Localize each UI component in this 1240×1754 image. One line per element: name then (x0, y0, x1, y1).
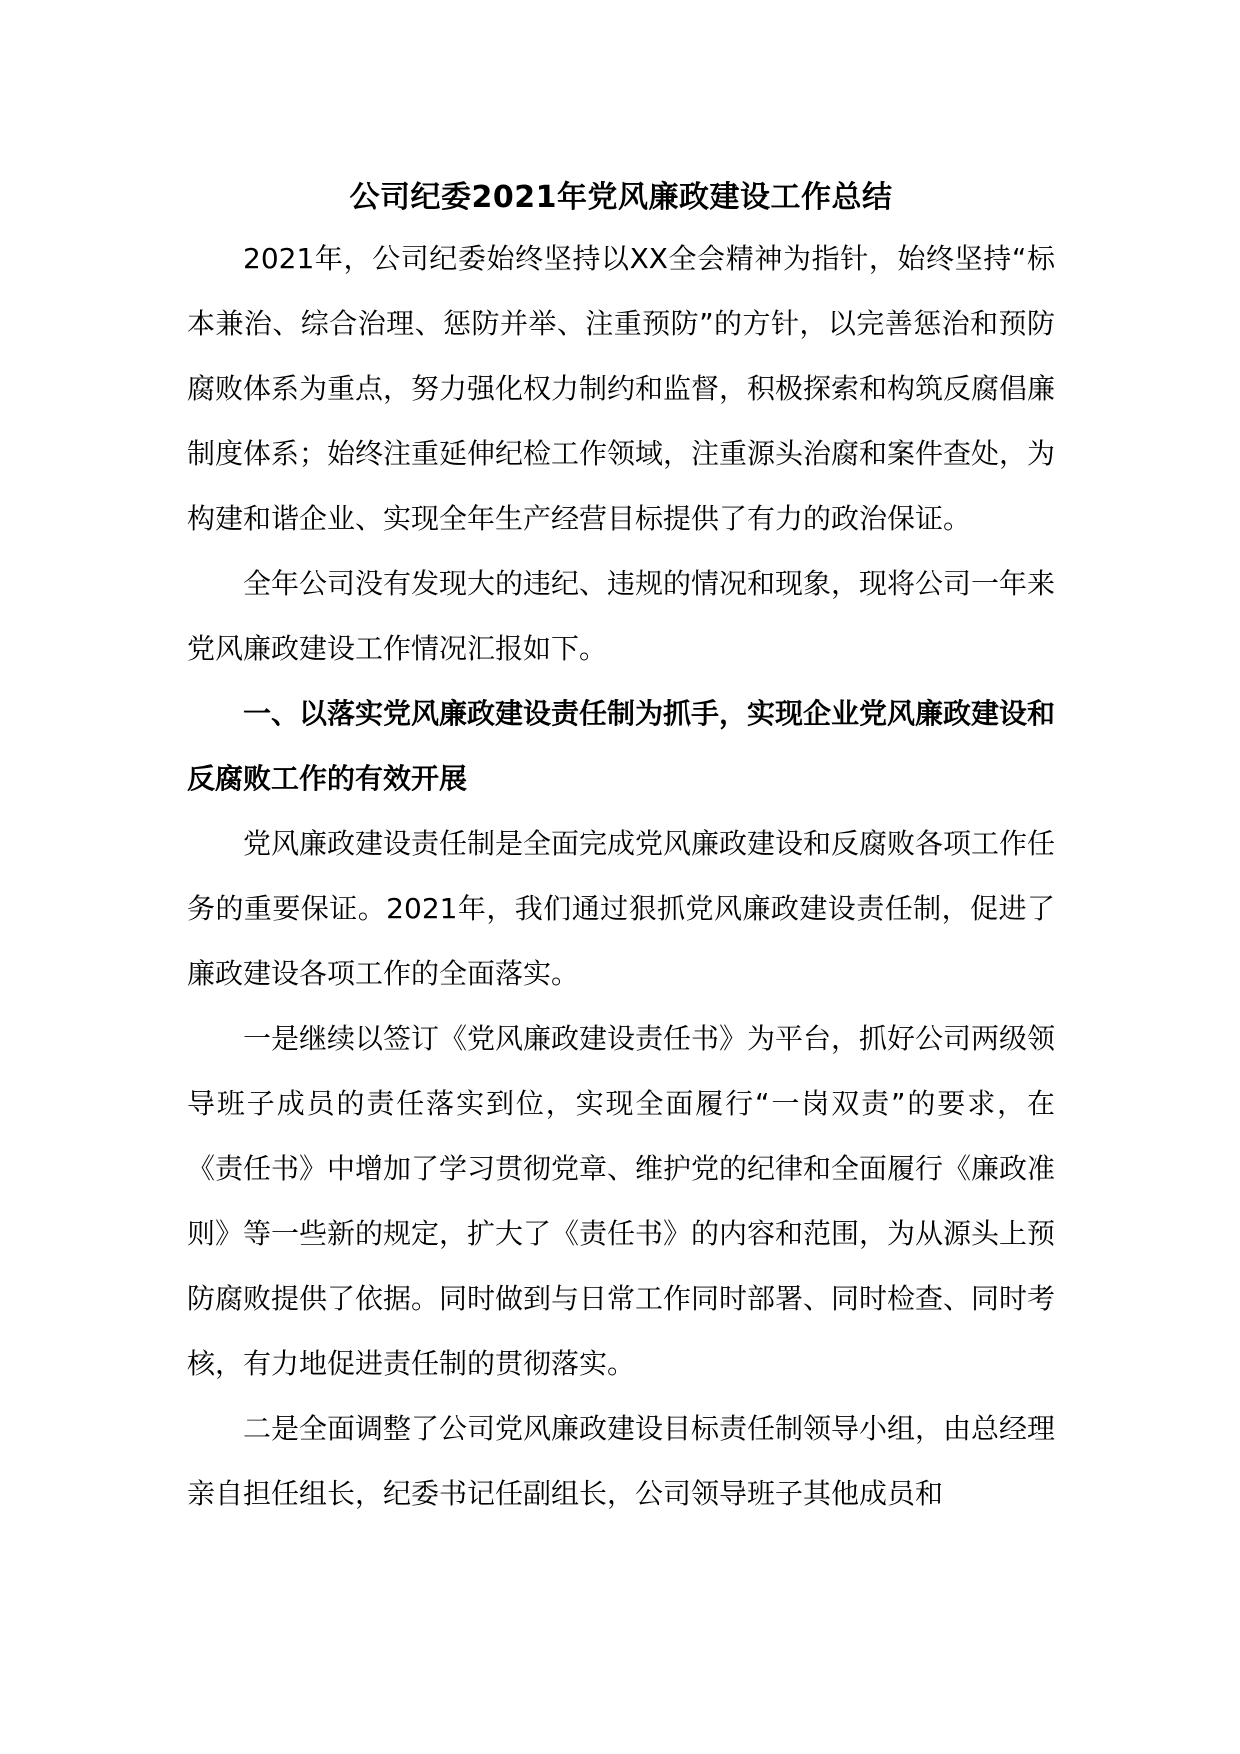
section-1-heading: 一、以落实党风廉政建设责任制为抓手，实现企业党风廉政建设和反腐败工作的有效开展 (187, 697, 1056, 795)
section-1-paragraph-3: 二是全面调整了公司党风廉政建设目标责任制领导小组，由总经理亲自担任组长，纪委书记任副组长，公司领导班子其他成员和 (187, 1412, 1056, 1510)
intro-paragraph: 2021年，公司纪委始终坚持以XX全会精神为指针，始终坚持“标本兼治、综合治理、惩防并举、注重预防”的方针，以完善惩治和预防腐败体系为重点，努力强化权力制约和监督，积极探索和构筑反腐倡廉制度体系；始终注重延伸纪检工作领域，注重源头治腐和案件查处，为构建和谐企业、实现全年生产经营目标提供了有力的政治保证。 (187, 242, 1056, 535)
section-1-paragraph-1: 党风廉政建设责任制是全面完成党风廉政建设和反腐败各项工作任务的重要保证。2021年，我们通过狠抓党风廉政建设责任制，促进了廉政建设各项工作的全面落实。 (187, 827, 1056, 990)
summary-paragraph: 全年公司没有发现大的违纪、违规的情况和现象，现将公司一年来党风廉政建设工作情况汇报如下。 (187, 567, 1056, 665)
document-page (187, 170, 1055, 1526)
document-title: 公司纪委2021年党风廉政建设工作总结 (349, 180, 893, 215)
section-1-paragraph-2: 一是继续以签订《党风廉政建设责任书》为平台，抓好公司两级领导班子成员的责任落实到位，实现全面履行“一岗双责”的要求，在《责任书》中增加了学习贯彻党章、维护党的纪律和全面履行《廉政准则》等一些新的规定，扩大了《责任书》的内容和范围，为从源头上预防腐败提供了依据。同时做到与日常工作同时部署、同时检查、同时考核，有力地促进责任制的贯彻落实。 (187, 1022, 1056, 1380)
